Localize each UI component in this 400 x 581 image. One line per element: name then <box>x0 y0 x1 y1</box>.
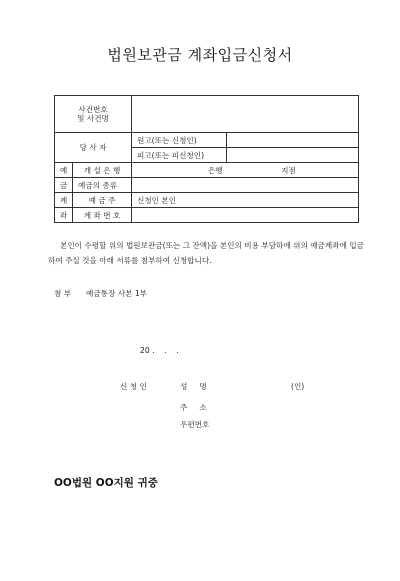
attachment-item: 예금통장 사본 1부 <box>86 289 148 298</box>
document-title: 법원보관금 계좌입금신청서 <box>107 46 293 64</box>
party-label: 당 사 자 <box>55 133 132 163</box>
bank-row <box>55 163 359 178</box>
case-value-cell[interactable] <box>132 96 359 133</box>
type-label: 예금의 종류 <box>73 178 132 193</box>
seal-mark: (인) <box>291 382 305 391</box>
account-row <box>55 208 359 223</box>
application-form-table <box>54 95 359 223</box>
recipient-court: OO법원 OO지원 귀중 <box>54 477 158 489</box>
case-label-line-2: 및 사건명 <box>77 114 109 123</box>
account-value-cell[interactable] <box>132 208 359 223</box>
deposit-char-1: 예 <box>55 163 73 178</box>
bank-value-cell[interactable] <box>132 163 359 178</box>
plaintiff-row <box>55 133 359 148</box>
case-row <box>55 96 359 133</box>
account-label: 계 좌 번 호 <box>73 208 132 223</box>
case-label-line-1: 사건번호 <box>78 104 108 114</box>
defendant-value-cell[interactable] <box>227 148 359 163</box>
applicant-label: 신 청 인 <box>120 382 147 391</box>
date-line: 20 . . . <box>140 346 179 355</box>
bank-suffix: 은행 <box>208 165 223 175</box>
deposit-char-4: 좌 <box>55 208 73 223</box>
address-label: 주 소 <box>180 403 207 412</box>
plaintiff-label: 원고(또는 신청인) <box>132 133 227 148</box>
deposit-type-row <box>55 178 359 193</box>
attachment-label: 첨 부 <box>54 289 72 298</box>
deposit-char-2: 금 <box>55 178 73 193</box>
type-value-cell[interactable] <box>132 178 359 193</box>
holder-row <box>55 193 359 208</box>
branch-suffix: 지점 <box>281 165 296 175</box>
case-label-cell <box>55 96 132 133</box>
name-label: 성 명 <box>180 382 207 391</box>
holder-value: 신청인 본인 <box>132 193 359 208</box>
deposit-char-3: 계 <box>55 193 73 208</box>
request-paragraph <box>48 238 364 268</box>
request-text: 본인이 수령할 위의 법원보관금(또는 그 잔액)을 본인의 비용 부담하에 위의 예금계좌에 입금하여 주실 것을 아래 서류를 첨부하여 신청합니다. <box>48 241 364 265</box>
bank-label: 개 설 은 행 <box>73 163 132 178</box>
postal-label: 우편번호 <box>180 420 210 429</box>
holder-label: 예 금 주 <box>73 193 132 208</box>
plaintiff-value-cell[interactable] <box>227 133 359 148</box>
defendant-label: 피고(또는 피신청인) <box>132 148 227 163</box>
